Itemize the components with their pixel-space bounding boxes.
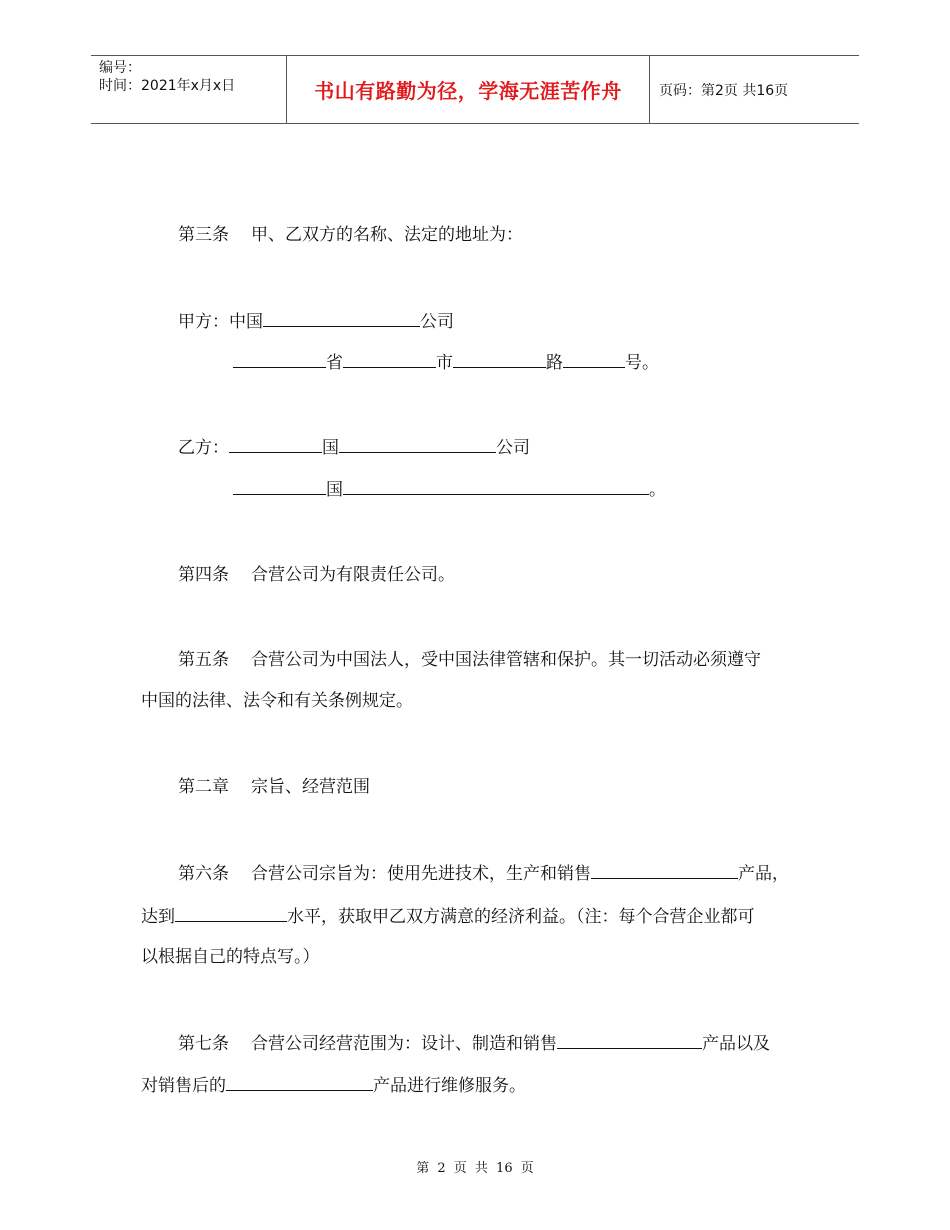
fill-blank[interactable] [233, 477, 326, 495]
number-label: 号。 [625, 353, 659, 373]
fill-blank[interactable] [563, 350, 625, 368]
province-label: 省 [326, 353, 343, 373]
party-a-line-2 [233, 350, 659, 374]
article-text: 甲、乙双方的名称、法定的地址为： [251, 225, 523, 245]
header-page-code: 页码：第2页 共16页 [659, 82, 789, 99]
article-6 [178, 861, 789, 885]
header-divider [649, 56, 650, 123]
article-number: 第三条 [178, 225, 229, 245]
article-number: 第六条 [178, 864, 229, 884]
chapter-number: 第二章 [178, 777, 229, 797]
party-b-label: 乙方： [178, 438, 229, 458]
header-left-cell [99, 59, 235, 95]
party-a-company: 公司 [420, 312, 454, 332]
page-header [91, 55, 859, 124]
fill-blank[interactable] [263, 309, 420, 327]
fill-blank[interactable] [175, 904, 287, 922]
party-b-country-2: 国 [326, 480, 343, 500]
fill-blank[interactable] [453, 350, 546, 368]
article-text: 对销售后的 [141, 1076, 226, 1096]
fill-blank[interactable] [339, 435, 496, 453]
party-a-line-1 [178, 309, 454, 333]
article-7 [178, 1031, 770, 1055]
header-motto: 书山有路勤为径，学海无涯苦作舟 [314, 79, 622, 103]
article-text: 产品进行维修服务。 [373, 1076, 526, 1096]
road-label: 路 [546, 353, 563, 373]
article-text: 以根据自己的特点写。） [141, 947, 320, 967]
party-b-company: 公司 [496, 438, 530, 458]
fill-blank[interactable] [226, 1073, 373, 1091]
fill-blank[interactable] [557, 1031, 702, 1049]
fill-blank[interactable] [591, 861, 738, 879]
article-number: 第五条 [178, 650, 229, 670]
article-text: 合营公司宗旨为：使用先进技术，生产和销售 [251, 864, 591, 884]
article-3 [178, 224, 523, 246]
article-6-continued-2 [141, 946, 320, 968]
article-text: 中国的法律、法令和有关条例规定。 [141, 691, 413, 711]
fill-blank[interactable] [343, 477, 649, 495]
party-b-line-1 [178, 435, 530, 459]
article-5 [178, 649, 761, 671]
article-number: 第七条 [178, 1034, 229, 1054]
page-footer: 第 2 页 共 16 页 [416, 1161, 534, 1176]
article-number: 第四条 [178, 565, 229, 585]
serial-label: 编号： [99, 60, 141, 76]
party-b-country: 国 [322, 438, 339, 458]
article-4 [178, 564, 455, 586]
article-text: 达到 [141, 907, 175, 927]
party-a-country: 中国 [229, 312, 263, 332]
fill-blank[interactable] [229, 435, 322, 453]
fill-blank[interactable] [233, 350, 326, 368]
article-text: 合营公司经营范围为：设计、制造和销售 [251, 1034, 557, 1054]
chapter-title: 宗旨、经营范围 [251, 777, 370, 797]
party-b-line-2 [233, 477, 666, 501]
article-text: 合营公司为中国法人，受中国法律管辖和保护。其一切活动必须遵守 [251, 650, 761, 670]
city-label: 市 [436, 353, 453, 373]
article-text: 水平，获取甲乙双方满意的经济利益。（注：每个合营企业都可 [287, 907, 755, 927]
article-5-continued [141, 690, 413, 712]
article-text: 产品， [738, 864, 789, 884]
fill-blank[interactable] [343, 350, 436, 368]
chapter-2-heading [178, 776, 370, 798]
article-6-continued [141, 904, 755, 928]
party-a-label: 甲方： [178, 312, 229, 332]
article-7-continued [141, 1073, 526, 1097]
article-text: 合营公司为有限责任公司。 [251, 565, 455, 585]
article-text: 产品以及 [702, 1034, 770, 1054]
time-label: 时间：2021年x月x日 [99, 78, 236, 94]
line-end: 。 [649, 480, 666, 500]
